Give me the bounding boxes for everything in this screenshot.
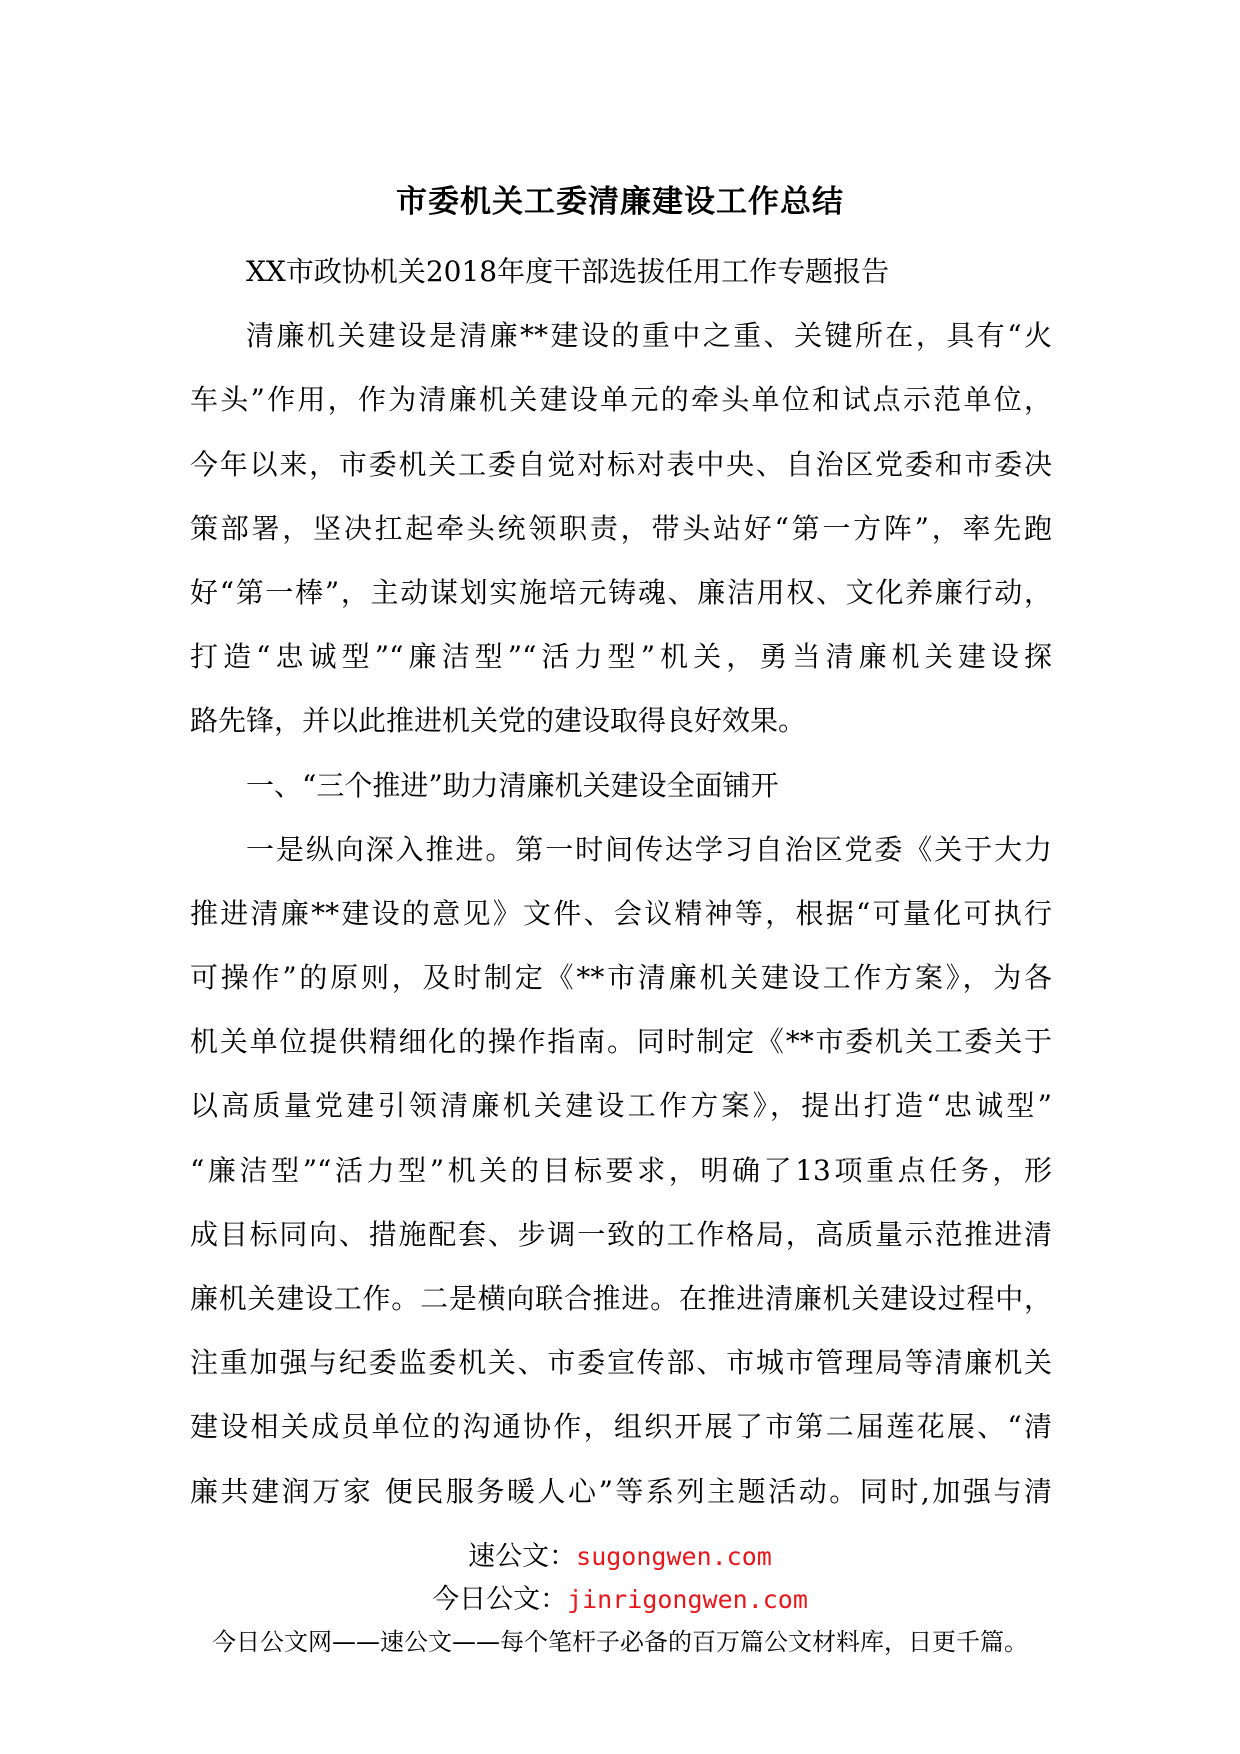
- body-line: 路先锋，并以此推进机关党的建设取得良好效果。: [190, 704, 807, 738]
- footer-jinrigongwen-link[interactable]: jinrigongwen.com: [567, 1585, 808, 1614]
- document-title: 市委机关工委清廉建设工作总结: [396, 184, 844, 220]
- body-line: 以高质量党建引领清廉机关建设工作方案》，提出打造“忠诚型”: [190, 1089, 1052, 1123]
- section-heading: 一、“三个推进”助力清廉机关建设全面铺开: [246, 768, 779, 802]
- body-line: 可操作”的原则，及时制定《**市清廉机关建设工作方案》，为各: [190, 961, 1052, 995]
- footer-sugongwen: [0, 1534, 1240, 1573]
- footer-jinrigongwen-label: 今日公文：: [432, 1584, 568, 1615]
- body-line: 推进清廉**建设的意见》文件、会议精神等，根据“可量化可执行: [190, 896, 1052, 930]
- body-line: 今年以来，市委机关工委自觉对标对表中央、自治区党委和市委决: [190, 447, 1052, 481]
- body-line: 打造“忠诚型”“廉洁型”“活力型”机关，勇当清廉机关建设探: [190, 640, 1052, 674]
- footer-sugongwen-label: 速公文：: [468, 1541, 577, 1572]
- subtitle-line: XX市政协机关2018年度干部选拔任用工作专题报告: [246, 255, 890, 288]
- body-line: 注重加强与纪委监委机关、市委宣传部、市城市管理局等清廉机关: [190, 1346, 1052, 1380]
- body-line: 车头”作用，作为清廉机关建设单元的牵头单位和试点示范单位，: [190, 383, 1052, 417]
- body-line: “廉洁型”“活力型”机关的目标要求，明确了13项重点任务，形: [190, 1153, 1052, 1187]
- body-line: 清廉机关建设是清廉**建设的重中之重、关键所在，具有“火: [246, 319, 1052, 353]
- footer-sugongwen-link[interactable]: sugongwen.com: [576, 1542, 772, 1571]
- body-line: 成目标同向、措施配套、步调一致的工作格局，高质量示范推进清: [190, 1217, 1052, 1251]
- body-line: 廉共建润万家 便民服务暖人心”等系列主题活动。同时,加强与清: [190, 1474, 1052, 1508]
- body-line: 建设相关成员单位的沟通协作，组织开展了市第二届莲花展、“清: [190, 1410, 1052, 1444]
- body-line: 廉机关建设工作。二是横向联合推进。在推进清廉机关建设过程中，: [190, 1282, 1052, 1315]
- document-body: [190, 240, 1052, 1524]
- body-line: 一是纵向深入推进。第一时间传达学习自治区党委《关于大力: [246, 832, 1052, 866]
- body-line: 策部署，坚决扛起牵头统领职责，带头站好“第一方阵”，率先跑: [190, 511, 1052, 545]
- body-line: 机关单位提供精细化的操作指南。同时制定《**市委机关工委关于: [190, 1025, 1052, 1059]
- body-line: 好“第一棒”，主动谋划实施培元铸魂、廉洁用权、文化养廉行动，: [190, 575, 1052, 609]
- footer-slogan: 今日公文网——速公文——每个笔杆子必备的百万篇公文材料库，日更千篇。: [212, 1628, 1028, 1656]
- footer-jinrigongwen: [0, 1577, 1240, 1616]
